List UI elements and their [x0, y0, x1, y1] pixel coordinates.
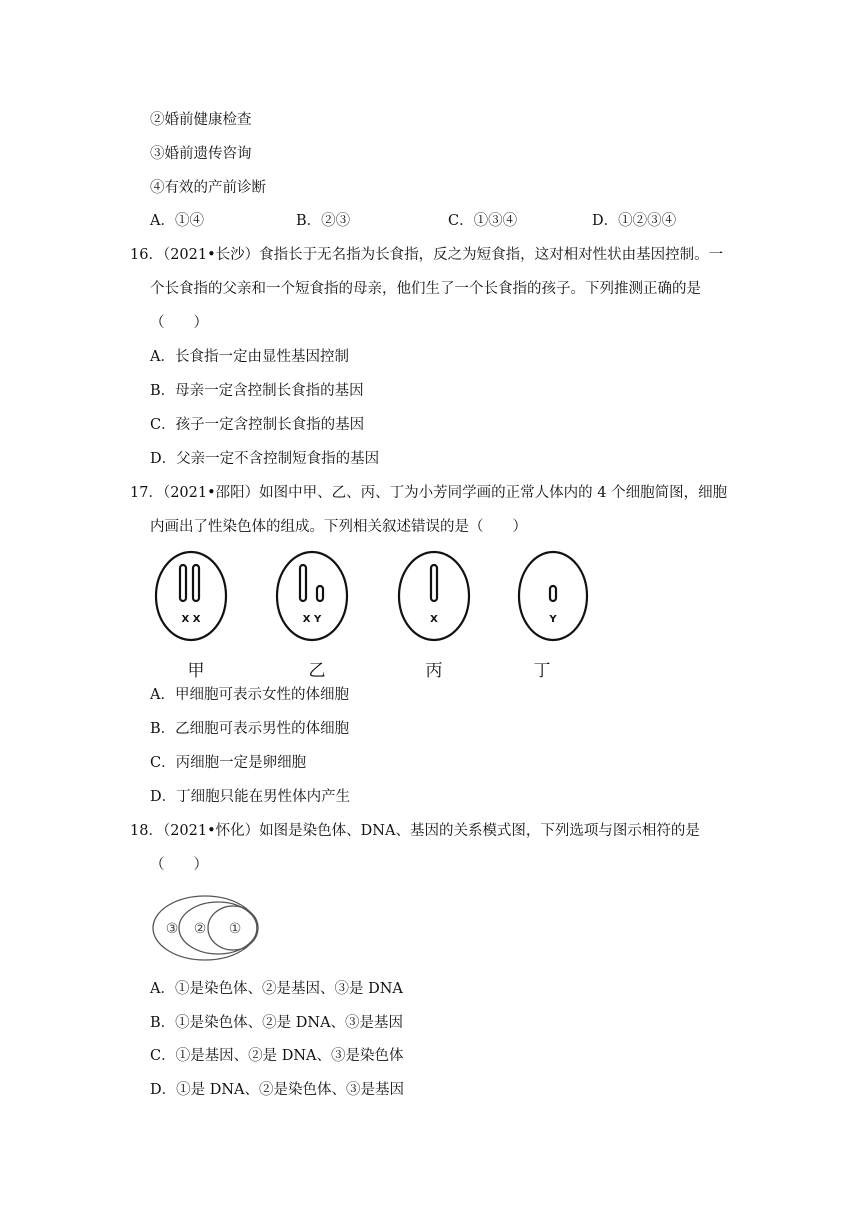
chromosome-x [193, 565, 199, 601]
label-1: ① [228, 921, 242, 937]
cell-bing-label: X [430, 614, 438, 625]
cell-yi-label: X Y [302, 614, 322, 625]
label-3: ③ [165, 921, 179, 937]
cell-jia-label: X X [181, 614, 201, 625]
q18-option-c: C．①是基因、②是 DNA、③是染色体 [150, 1048, 404, 1064]
q15-option-b: B．②③ [296, 213, 351, 229]
cell-ding [519, 552, 587, 640]
chromosome-y [317, 586, 323, 601]
q18-stem-line1: 18．（2021•怀化）如图是染色体、DNA、基因的关系模式图，下列选项与图示相符的是 [130, 823, 700, 839]
q16-stem-line1: 16．（2021•长沙）食指长于无名指为长食指，反之为短食指，这对相对性状由基因控制。一 [130, 247, 724, 263]
q16-option-c: C．孩子一定含控制长食指的基因 [150, 417, 365, 433]
q17-option-b: B．乙细胞可表示男性的体细胞 [150, 721, 350, 737]
cell-ding-name: 丁 [533, 661, 551, 681]
q18-option-d: D．①是 DNA、②是染色体、③是基因 [150, 1082, 405, 1098]
q18-option-b: B．①是染色体、②是 DNA、③是基因 [150, 1015, 404, 1031]
q18-option-a: A．①是染色体、②是基因、③是 DNA [150, 981, 403, 997]
chromosome-x [300, 565, 306, 601]
cell-bing-name: 丙 [425, 661, 443, 681]
q15-item-3: ③婚前遗传咨询 [150, 146, 252, 162]
q17-option-a: A．甲细胞可表示女性的体细胞 [150, 687, 349, 703]
nested-ellipses-figure [148, 888, 268, 968]
cell-jia [156, 552, 226, 640]
label-2: ② [193, 921, 207, 937]
q15-item-4: ④有效的产前诊断 [150, 180, 266, 196]
q17-option-d: D．丁细胞只能在男性体内产生 [150, 789, 351, 805]
q15-option-a: A．①④ [150, 213, 204, 229]
q15-option-c: C．①③④ [448, 213, 518, 229]
q17-stem-line2: 内画出了性染色体的组成。下列相关叙述错误的是（ ） [150, 519, 527, 535]
chromosome-x [431, 565, 437, 601]
q18-stem-line2: （ ） [150, 857, 208, 873]
q16-stem-line2: 个长食指的父亲和一个短食指的母亲，他们生了一个长食指的孩子。下列推测正确的是 [150, 281, 701, 297]
q16-option-a: A．长食指一定由显性基因控制 [150, 349, 349, 365]
cell-ding-label: Y [549, 614, 557, 625]
q17-option-c: C．丙细胞一定是卵细胞 [150, 755, 307, 771]
chromosome-y [550, 586, 556, 601]
q16-option-d: D．父亲一定不含控制短食指的基因 [150, 451, 380, 467]
q17-stem-line1: 17．（2021•邵阳）如图中甲、乙、丙、丁为小芳同学画的正常人体内的 4 个细胞简图，细胞 [130, 485, 728, 501]
q16-option-b: B．母亲一定含控制长食指的基因 [150, 383, 364, 399]
cells-figure [0, 548, 860, 688]
q16-stem-line3: （ ） [150, 315, 208, 331]
chromosome-x [180, 565, 186, 601]
cell-yi [277, 552, 347, 640]
cell-jia-name: 甲 [187, 661, 205, 681]
q15-option-d: D．①②③④ [592, 213, 677, 229]
cell-yi-name: 乙 [308, 661, 326, 681]
q15-item-2: ②婚前健康检查 [150, 112, 252, 128]
